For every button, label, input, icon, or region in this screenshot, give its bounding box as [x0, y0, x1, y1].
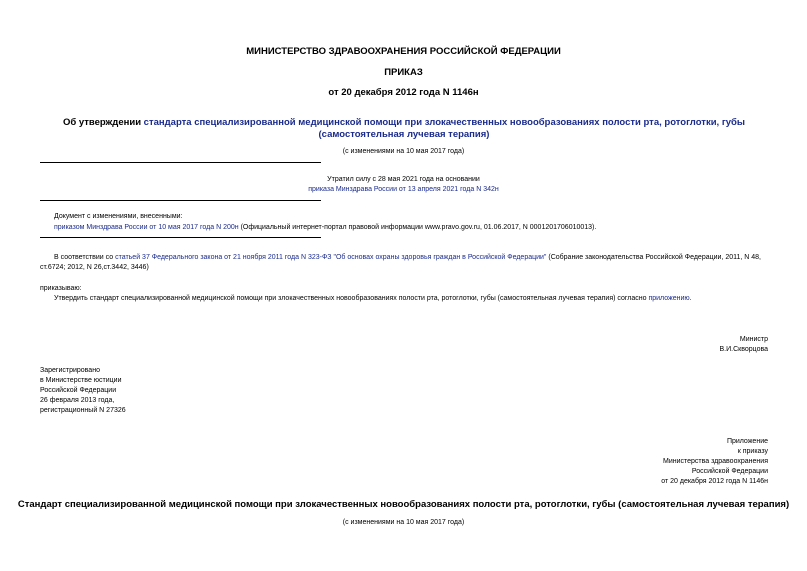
appendix-line: к приказу — [737, 448, 768, 455]
expired-order-link[interactable]: приказа Минздрава России от 13 апреля 2021 года N 342н — [308, 186, 499, 193]
amend-source: (Официальный интернет-портал правовой информации www.pravo.gov.ru, 01.06.2017, N 0001201706010013). — [238, 224, 597, 231]
approve-text: Утвердить стандарт специализированной медицинской помощи при злокачественных новообразованиях полости рта, ротоглотки, губы (самостоятельная лучевая терапия) согласно — [54, 295, 649, 302]
amend-label: Документ с изменениями, внесенными: — [54, 213, 183, 220]
approve-end: . — [689, 295, 692, 302]
amend-details — [54, 223, 784, 233]
order-heading: ПРИКАЗ — [384, 67, 423, 78]
signature-name: В.И.Скворцова — [719, 346, 768, 353]
registration-block — [40, 366, 126, 416]
divider — [40, 162, 321, 163]
document-title — [40, 117, 768, 141]
appendix-block — [500, 437, 768, 487]
registration-line: Российской Федерации — [40, 387, 117, 394]
signature-role: Министр — [739, 336, 768, 343]
registration-line: Зарегистрировано — [40, 367, 100, 374]
registration-line: 26 февраля 2013 года, — [40, 397, 115, 404]
appendix-line: Приложение — [726, 438, 768, 445]
order-word: приказываю: — [40, 285, 82, 292]
divider — [40, 237, 321, 238]
divider — [40, 200, 321, 201]
registration-line: регистрационный N 27326 — [40, 407, 126, 414]
standard-title: Стандарт специализированной медицинской помощи при злокачественных новообразованиях полости рта, ротоглотки, губы (самостоятельная лучевая терапия) — [17, 499, 790, 510]
registration-line: в Министерстве юстиции — [40, 377, 122, 384]
approve-clause — [54, 294, 784, 304]
expired-note: Утратил силу с 28 мая 2021 года на основании — [327, 176, 480, 183]
amend-order-link[interactable]: приказом Минздрава России от 10 мая 2017 года N 200н — [54, 224, 239, 231]
order-date: от 20 декабря 2012 года N 1146н — [328, 87, 479, 98]
basis-pre: В соответствии со — [54, 254, 116, 261]
title-prefix: Об утверждении — [62, 117, 144, 128]
expired-link-line — [0, 185, 807, 195]
appendix-line: Российской Федерации — [691, 468, 768, 475]
appendix-link[interactable]: приложению — [648, 295, 690, 302]
federal-law-link[interactable]: статьей 37 Федерального закона от 21 ноября 2011 года N 323-ФЗ "Об основах охраны здоровья граждан в Российской Федерации" — [115, 254, 547, 261]
changes-note: (с изменениями на 10 мая 2017 года) — [342, 148, 465, 155]
basis-post: (Собрание законодательства Российской Федерации, 2011, N 48, ст.6724; 2012, N 26,ст.3442, 3446) — [40, 254, 762, 271]
appendix-line: Министерства здравоохранения — [663, 458, 768, 465]
ministry-heading: МИНИСТЕРСТВО ЗДРАВООХРАНЕНИЯ РОССИЙСКОЙ ФЕДЕРАЦИИ — [246, 46, 561, 57]
changes-note-2: (с изменениями на 10 мая 2017 года) — [342, 519, 465, 526]
title-standard-link[interactable]: стандарта специализированной медицинской помощи при злокачественных новообразованиях полости рта, ротоглотки, губы (самостоятельная лучевая терапия) — [143, 117, 746, 140]
legal-basis — [40, 253, 770, 273]
appendix-line: от 20 декабря 2012 года N 1146н — [661, 478, 768, 485]
